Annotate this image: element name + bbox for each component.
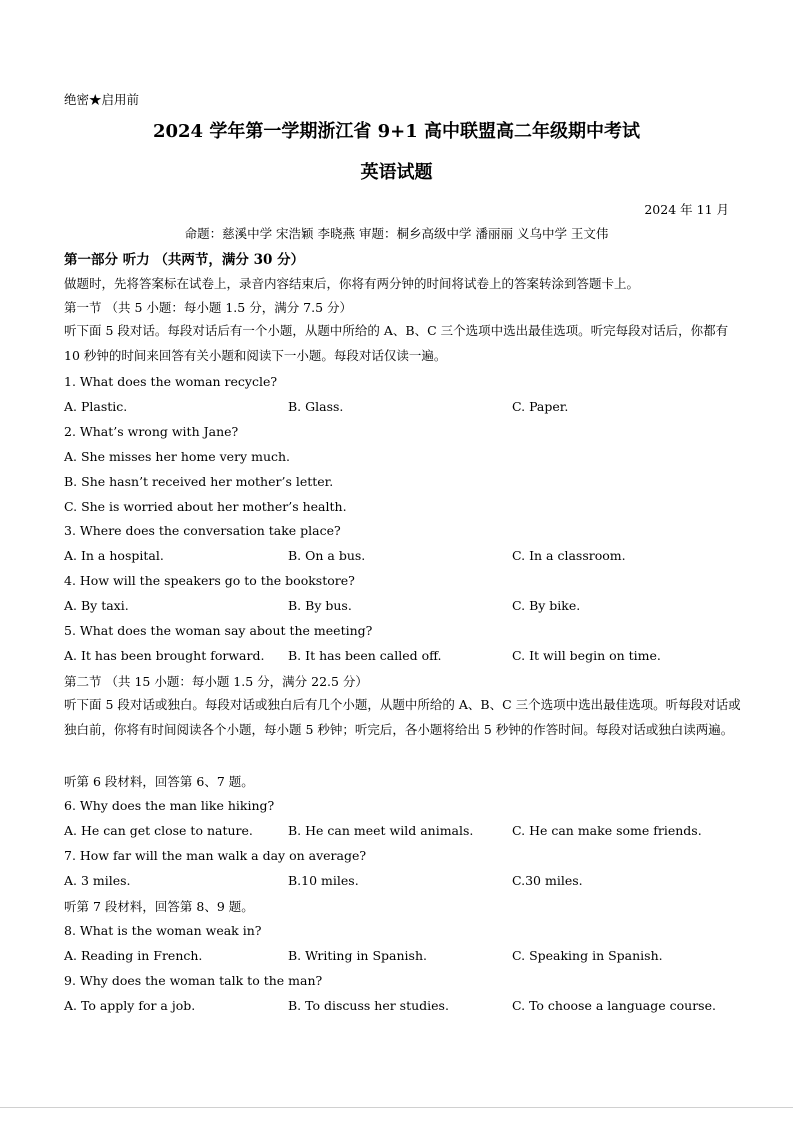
q6-option-c: C. He can make some friends. — [512, 823, 702, 838]
q3-option-b: B. On a bus. — [288, 548, 366, 563]
q6-option-b: B. He can meet wild animals. — [288, 823, 474, 838]
q8-option-a: A. Reading in French. — [64, 948, 203, 963]
q9-option-b: B. To discuss her studies. — [288, 998, 449, 1013]
part1-note: 做题时，先将答案标在试卷上，录音内容结束后，你将有两分钟的时间将试卷上的答案转涂到答题卡上。 — [64, 276, 640, 291]
q2-option-c: C. She is worried about her mother’s health. — [64, 499, 347, 514]
q9-option-a: A. To apply for a job. — [64, 998, 196, 1013]
question-9: 9. Why does the woman talk to the man? — [64, 973, 323, 988]
q7-option-b: B.10 miles. — [288, 873, 359, 888]
q5-option-b: B. It has been called off. — [288, 648, 442, 663]
question-1: 1. What does the woman recycle? — [64, 374, 278, 389]
q3-option-c: C. In a classroom. — [512, 548, 626, 563]
confidential-mark: 绝密★启用前 — [64, 92, 140, 107]
section2-instructions: 听下面 5 段对话或独白。每段对话或独白后有几个小题，从题中所给的 A、B、C 三个选项中选出最佳选项。听每段对话或独白前，你将有时间阅读各个小题，每小题 5 秒钟；听完后，各小题将给出 5 秒钟的作答时间。每段对话或独白读两遍。 — [64, 697, 741, 737]
question-7: 7. How far will the man walk a day on average? — [64, 848, 367, 863]
section1-heading: 第一节 （共 5 小题：每小题 1.5 分，满分 7.5 分） — [64, 300, 353, 315]
section1-instructions: 听下面 5 段对话。每段对话后有一个小题，从题中所给的 A、B、C 三个选项中选出最佳选项。听完每段对话后，你都有 10 秒钟的时间来回答有关小题和阅读下一小题。每段对话仅读一遍。 — [64, 323, 729, 363]
material-7-note: 听第 7 段材料，回答第 8、9 题。 — [64, 899, 254, 914]
exam-date: 2024 年 11 月 — [644, 202, 729, 217]
question-6: 6. Why does the man like hiking? — [64, 798, 275, 813]
q5-option-a: A. It has been brought forward. — [64, 648, 265, 663]
exam-title: 2024 学年第一学期浙江省 9+1 高中联盟高二年级期中考试 — [152, 121, 641, 142]
q1-option-c: C. Paper. — [512, 399, 569, 414]
exam-authors: 命题：慈溪中学 宋浩颖 李晓燕 审题：桐乡高级中学 潘丽丽 义乌中学 王文伟 — [184, 226, 609, 241]
q4-option-c: C. By bike. — [512, 598, 581, 613]
q8-option-b: B. Writing in Spanish. — [288, 948, 427, 963]
question-2: 2. What’s wrong with Jane? — [64, 424, 239, 439]
q5-option-c: C. It will begin on time. — [512, 648, 661, 663]
q4-option-a: A. By taxi. — [64, 598, 129, 613]
page-bottom-divider — [0, 1107, 793, 1108]
q7-option-c: C.30 miles. — [512, 873, 583, 888]
question-3: 3. Where does the conversation take place? — [64, 523, 341, 538]
question-5: 5. What does the woman say about the meeting? — [64, 623, 373, 638]
question-8: 8. What is the woman weak in? — [64, 923, 262, 938]
q3-option-a: A. In a hospital. — [64, 548, 164, 563]
q1-option-a: A. Plastic. — [64, 399, 128, 414]
section2-heading: 第二节 （共 15 小题：每小题 1.5 分，满分 22.5 分） — [64, 674, 368, 689]
question-4: 4. How will the speakers go to the bookstore? — [64, 573, 355, 588]
q2-option-a: A. She misses her home very much. — [64, 449, 291, 464]
q1-option-b: B. Glass. — [288, 399, 344, 414]
q9-option-c: C. To choose a language course. — [512, 998, 716, 1013]
material-6-note: 听第 6 段材料，回答第 6、7 题。 — [64, 774, 254, 789]
q6-option-a: A. He can get close to nature. — [64, 823, 253, 838]
exam-subtitle: 英语试题 — [360, 162, 433, 183]
q4-option-b: B. By bus. — [288, 598, 352, 613]
q2-option-b: B. She hasn’t received her mother’s letter. — [64, 474, 334, 489]
q7-option-a: A. 3 miles. — [64, 873, 131, 888]
q8-option-c: C. Speaking in Spanish. — [512, 948, 663, 963]
part1-heading: 第一部分 听力 （共两节，满分 30 分） — [64, 252, 305, 268]
